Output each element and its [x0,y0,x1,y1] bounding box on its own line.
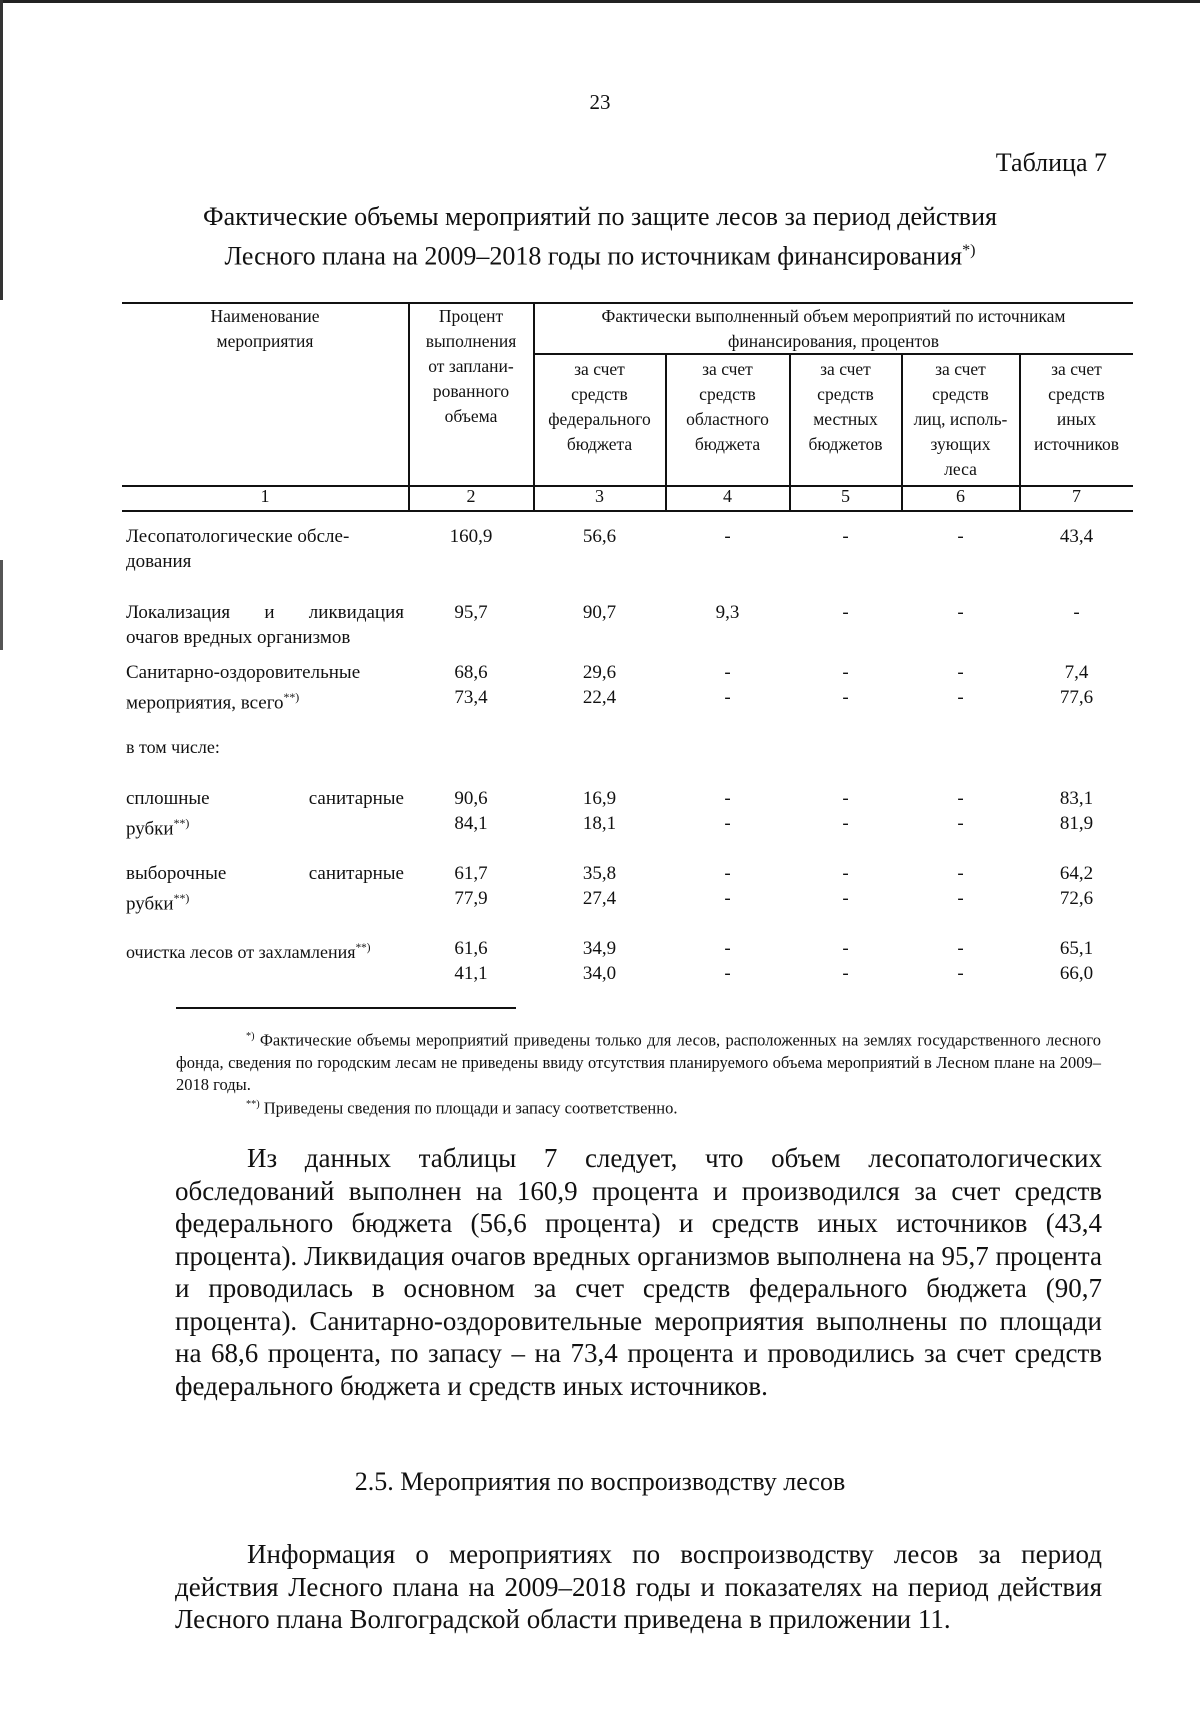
header-col-2: Процент выполнения от заплани- рованного объема [425,306,517,426]
cell-c5: - [842,602,849,623]
table-row-label: сплошные санитарные рубки**) [126,788,404,840]
header-col-6: за счет средств лиц, исполь- зующих леса [913,359,1008,479]
body-paragraph-1: Из данных таблицы 7 следует, что объем лесопатологических обследований выполнен на 160,9 процента и производился за счет средств федерального бюджета (56,6 процента) и средств иных источников (43,4 процента). Ликвидация очагов вредных организмов выполнена на 95,7 процента и проводилась в основном за счет средств федерального бюджета (90,7 процента). Санитарно-оздоровительные мероприятия выполнены по площади на 68,6 процента, по запасу – на 73,4 процента и проводились за счет средств федерального бюджета и средств иных источников. [175,1143,1102,1401]
scan-edge-top [0,0,1200,3]
cell-c4: - [724,526,731,547]
col-number-6: 6 [956,486,965,506]
cell-c2: 160,9 [449,526,493,547]
cell-c6: - - [957,863,964,909]
title-footnote-mark: *) [962,242,976,259]
cell-c6: - - [957,788,964,834]
cell-c4: - - [724,788,731,834]
header-col-7: за счет средств иных источников [1033,359,1119,454]
cell-c6: - [957,602,964,623]
cell-c4: - - [724,662,731,708]
header-col-5: за счет средств местных бюджетов [808,359,883,454]
cell-c2: 61,7 77,9 [454,863,488,909]
cell-c7: 65,1 66,0 [1059,938,1094,984]
table-title-line-2: Лесного плана на 2009–2018 годы по источникам финансирования*) [224,241,976,271]
scan-edge-left [0,0,3,300]
header-group-sources: Фактически выполненный объем мероприятий по источникам финансирования, процентов [601,306,1066,351]
header-col-3: за счет средств федерального бюджета [548,359,651,454]
cell-c6: - - [957,938,964,984]
cell-c7: 64,2 72,6 [1059,863,1094,909]
cell-c3: 34,9 34,0 [582,938,617,984]
page-number: 23 [589,90,611,114]
table-row-label: в том числе: [126,737,220,757]
cell-c7: 7,4 77,6 [1059,662,1094,708]
cell-c5: - - [842,788,849,834]
section-heading: 2.5. Мероприятия по воспроизводству лесов [354,1467,846,1496]
cell-c3: 35,8 27,4 [582,863,617,909]
col-number-1: 1 [260,486,270,506]
col-number-5: 5 [841,486,850,506]
table-title [150,200,1050,274]
footnote-1: *) Фактические объемы мероприятий приведены только для лесов, расположенных на землях государственного лесного фонда, сведения по городским лесам не приведены ввиду отсутствия планируемого объема мероприятий в Лесном плане на 2009–2018 годы. [176,1030,1102,1094]
cell-c6: - - [957,662,964,708]
table-row-label: Локализация и ликвидация очагов вредных организмов [126,602,404,648]
cell-c6: - [957,526,964,547]
col-number-3: 3 [595,486,604,506]
cell-c5: - - [842,863,849,909]
table-row-label: выборочные санитарные рубки**) [126,863,404,915]
cell-c2: 68,6 73,4 [454,662,488,708]
cell-c2: 95,7 [454,602,488,623]
table-row-label: Санитарно-оздоровительные мероприятия, всего**) [126,662,361,714]
table-row-label: очистка лесов от захламления**) [126,942,371,962]
table-title-line-1: Фактические объемы мероприятий по защите лесов за период действия [203,202,997,231]
table-number: Таблица 7 [995,148,1107,177]
col-number-7: 7 [1072,486,1081,506]
cell-c4: 9,3 [715,602,740,623]
cell-c5: - - [842,938,849,984]
body-paragraph-2: Информация о мероприятиях по воспроизводству лесов за период действия Лесного плана на 2009–2018 годы и показателях на период действия Лесного плана Волгоградской области приведена в приложении 11. [175,1539,1102,1634]
footnote-separator [176,1007,516,1009]
col-number-2: 2 [466,486,476,506]
cell-c4: - - [724,863,731,909]
footnote-2: **) Приведены сведения по площади и запасу соответственно. [246,1098,678,1118]
cell-c7: - [1073,602,1080,623]
header-col-1: Наименование мероприятия [210,306,320,351]
table-row-label: Лесопатологические обсле- дования [126,526,350,572]
cell-c3: 16,9 18,1 [582,788,617,834]
header-col-4: за счет средств областного бюджета [686,359,769,454]
cell-c2: 61,6 41,1 [454,938,488,984]
scan-edge-left-lower [0,560,3,650]
cell-c5: - - [842,662,849,708]
cell-c7: 83,1 81,9 [1059,788,1094,834]
cell-c2: 90,6 84,1 [454,788,488,834]
cell-c4: - - [724,938,731,984]
cell-c3: 29,6 22,4 [582,662,617,708]
col-number-4: 4 [723,486,732,506]
cell-c5: - [842,526,849,547]
cell-c3: 56,6 [582,526,617,547]
cell-c3: 90,7 [582,602,617,623]
cell-c7: 43,4 [1059,526,1094,547]
